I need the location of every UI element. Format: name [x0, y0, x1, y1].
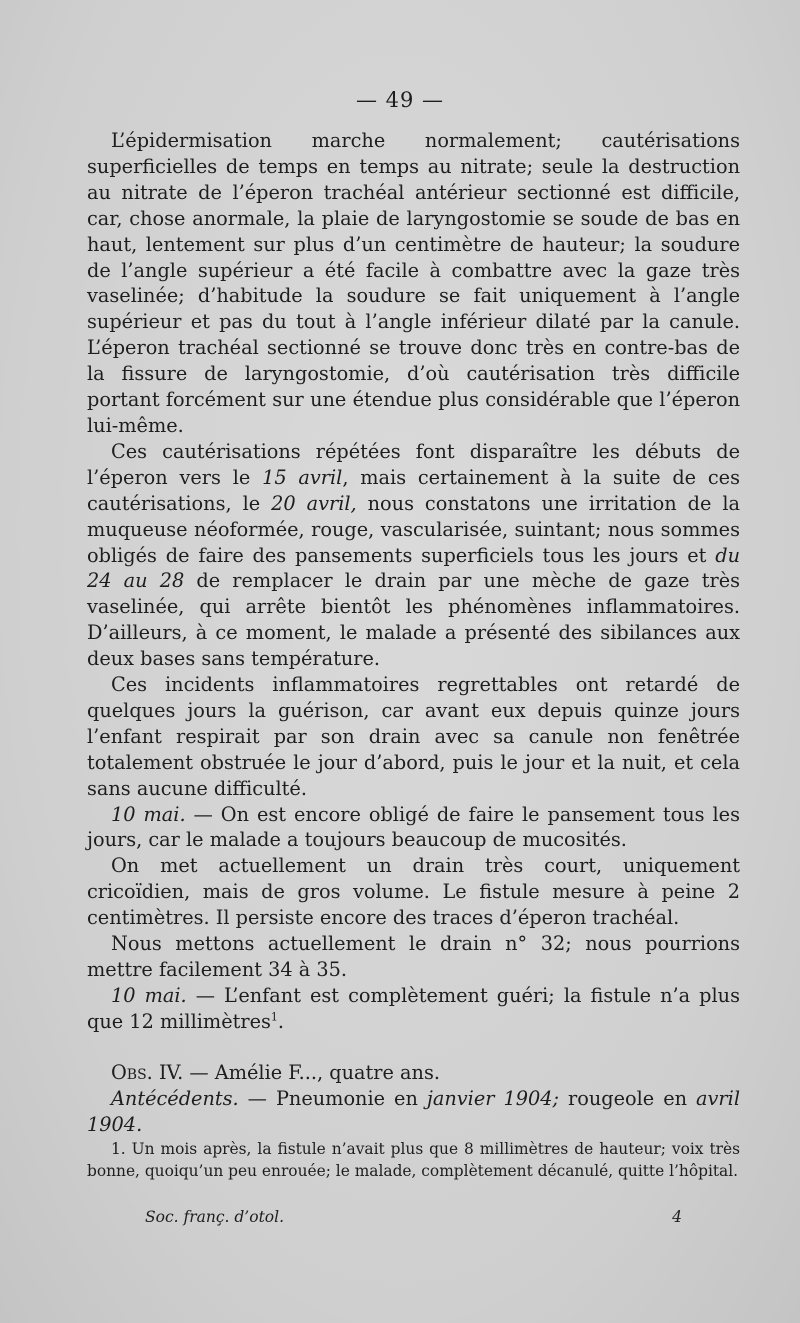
paragraph-1: L’épidermisation marche normalement; cautérisations superficielles de temps en temps au nitrate; seule la destruction au nitrate de l’éperon trachéal antérieur sectionné est difficile, car, chose anormale, la plaie de laryngostomie se soude de bas en haut, lentement sur plus d’un centimètre de hauteur; la soudure de l’angle supérieur a été facile à combattre avec la gaze très vaselinée; d’habitude la soudure se fait uniquement à l’angle supérieur et pas du tout à l’angle inférieur dilaté par la canule. L’éperon trachéal sectionné se trouve donc très en contre-bas de la fissure de laryngostomie, d’où cautérisation très difficile portant forcément sur une étendue plus considérable que l’éperon lui-même. [87, 129, 740, 437]
antecedents-label: Antécédents. [111, 1086, 239, 1110]
footnote-text: Un mois après, la fistule n’avait plus que 8 millimètres de hauteur; voix très bonne, quoiqu’un peu enrouée; le malade, complètement décanulé, quitte l’hôpital. [87, 1140, 740, 1180]
date-20-avril: 20 avril, [271, 491, 357, 515]
footnote-ref: 1 [270, 1010, 278, 1024]
body-text [87, 128, 740, 1137]
paragraph-5: On met actuellement un drain très court, uniquement cricoïdien, mais de gros volume. Le fistule mesure à peine 2 centimètres. Il persiste encore des traces d’éperon trachéal. [87, 854, 740, 930]
paragraph-6: Nous mettons actuellement le drain n° 32; nous pourrions mettre facilement 34 à 35. [87, 932, 740, 981]
footnote [87, 1138, 740, 1182]
entry-date: 10 mai. [111, 983, 187, 1007]
observation-heading: Obs. IV. — Amélie F..., quatre ans. [111, 1060, 440, 1084]
entry-date: 10 mai. [111, 802, 186, 826]
observation-block [87, 1060, 740, 1138]
antecedents: Antécédents. — Pneumonie en janvier 1904; rougeole en avril 1904. [87, 1086, 740, 1136]
footnote-marker: 1. [111, 1140, 126, 1158]
paragraph-4: 10 mai. — On est encore obligé de faire le pansement tous les jours, car le malade a toujours beaucoup de mucosités. [87, 802, 740, 852]
signature-line [145, 1208, 682, 1226]
journal-name: Soc. franç. d’otol. [145, 1208, 285, 1226]
page-number: — 49 — [355, 88, 445, 112]
date-range: du 24 au 28 [87, 543, 740, 593]
paragraph-7: 10 mai. — L’enfant est complètement guéri; la fistule n’a plus que 12 millimètres$^1$. [87, 983, 740, 1033]
paragraph-2: Ces cautérisations répétées font disparaître les débuts de l’éperon vers le 15 avril, mais certainement à la suite de ces cautérisations, le 20 avril, nous constatons une irritation de la muqueuse néoformée, rouge, vascularisée, suintant; nous sommes obligés de faire des pansements superficiels tous les jours et du 24 au 28 de remplacer le drain par une mèche de gaze très vaselinée, qui arrête bientôt les phénomènes inflammatoires. D’ailleurs, à ce moment, le malade a présenté des sibilances aux deux bases sans température. [87, 439, 740, 671]
paragraph-3: Ces incidents inflammatoires regrettables ont retardé de quelques jours la guérison, car avant eux depuis quinze jours l’enfant respirait par son drain avec sa canule non fenêtrée totalement obstruée le jour d’abord, puis le jour et la nuit, et cela sans aucune difficulté. [87, 673, 740, 800]
date-15-avril: 15 avril [262, 465, 343, 489]
observation-label: Obs. IV. [111, 1060, 184, 1084]
signature-number: 4 [672, 1208, 682, 1226]
